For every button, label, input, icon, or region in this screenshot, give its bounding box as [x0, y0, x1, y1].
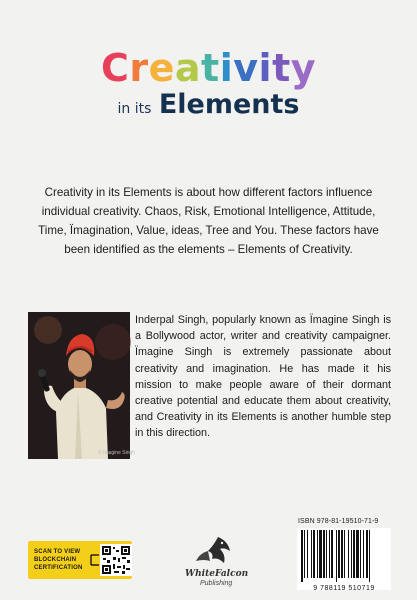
- title-letter: r: [129, 46, 149, 90]
- title-elements: Elements: [158, 89, 300, 120]
- scan-label: SCAN TO VIEW BLOCKCHAIN CERTIFICATION: [34, 549, 83, 571]
- publisher-subtitle: Publishing: [200, 580, 233, 587]
- isbn-label: ISBN 978-81-19510-71-9: [298, 518, 379, 525]
- barcode-bar: [356, 530, 359, 578]
- barcode-bar: [304, 530, 305, 578]
- barcode-bar: [301, 530, 303, 582]
- barcode-bar: [341, 530, 343, 578]
- author-bio: [135, 312, 391, 442]
- barcode-bar: [363, 530, 364, 578]
- barcode-bar: [331, 530, 333, 578]
- barcode: [297, 528, 391, 590]
- title-creativity: [0, 48, 417, 88]
- barcode-icon: [297, 528, 391, 584]
- barcode-bar: [360, 530, 361, 578]
- blurb-text: Creativity in its Elements is about how different factors influence individual creativity. Chaos, Risk, Emotional Intelligence, Attitude, Time, Ïmagination, Value, ideas, Tree and You. These factors have been identified as the elements – Elements of Creativity.: [38, 186, 379, 256]
- title-letter: C: [100, 46, 130, 90]
- title-letter: a: [174, 46, 202, 90]
- barcode-bar: [338, 530, 340, 578]
- photo-caption: © Ïmagine Singh: [98, 450, 136, 456]
- barcode-bar: [317, 530, 318, 578]
- barcode-bar: [326, 530, 327, 578]
- title-subline: [0, 90, 417, 124]
- isbn-digits: 9 788119 510719: [313, 585, 375, 592]
- publisher-name: WhiteFalcon: [185, 569, 249, 579]
- barcode-bar: [369, 530, 370, 582]
- title-letter: i: [258, 46, 273, 90]
- qr-code-icon[interactable]: [100, 544, 132, 576]
- barcode-bar: [336, 530, 337, 582]
- barcode-bar: [351, 530, 352, 578]
- title-letter: v: [233, 46, 259, 90]
- barcode-bar: [319, 530, 322, 578]
- barcode-bar: [329, 530, 330, 578]
- blockchain-certificate-badge[interactable]: [28, 541, 132, 579]
- title-letter: t: [272, 46, 291, 90]
- barcode-bar: [353, 530, 355, 578]
- title-letter: e: [148, 46, 175, 90]
- bio-text: Inderpal Singh, popularly known as Ïmagine Singh is a Bollywood actor, writer and creativity campaigner. Ïmagine Singh is extremely passionate about creativity and imagination. He has made it his mission to make people aware of their dormant creative potential and educate them about creativity, and Creativity in its Elements is another humble step in this direction.: [135, 314, 391, 440]
- barcode-bar: [307, 530, 308, 578]
- title-in-its: in its: [117, 101, 152, 117]
- barcode-bar: [366, 530, 368, 578]
- book-blurb: [28, 183, 389, 259]
- title-letter: t: [201, 46, 220, 90]
- title-letter: i: [219, 46, 234, 90]
- author-photo-image: [28, 312, 136, 459]
- book-title: [0, 48, 417, 124]
- barcode-bar: [323, 530, 325, 578]
- barcode-bar: [313, 530, 315, 578]
- barcode-bar: [311, 530, 312, 578]
- author-photo: [28, 312, 136, 459]
- scan-arrow-icon: [90, 553, 100, 567]
- barcode-bar: [348, 530, 349, 578]
- title-letter: y: [290, 46, 317, 90]
- barcode-bar: [344, 530, 345, 578]
